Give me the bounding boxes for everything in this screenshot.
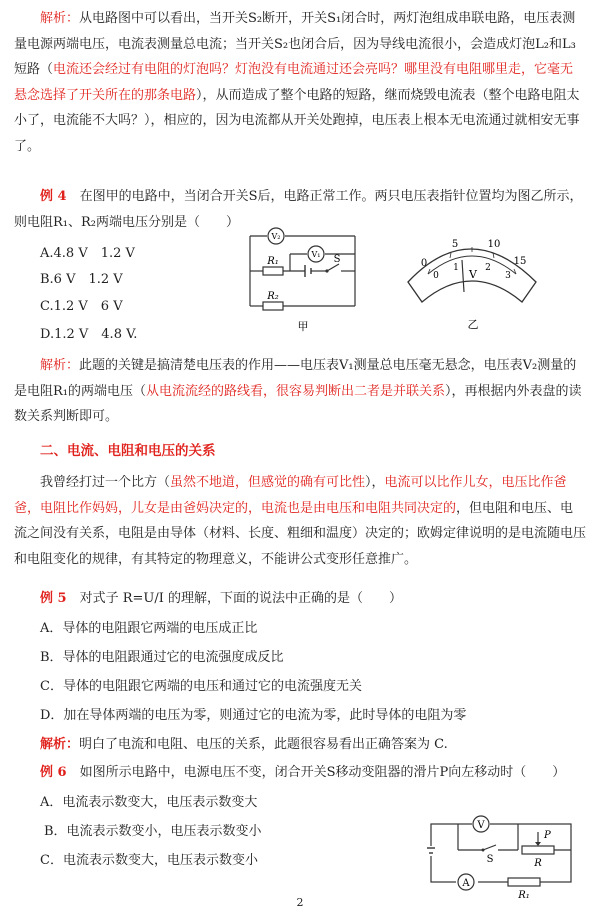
inner-scale-3: 3 [505, 271, 511, 281]
section2-note-1: 虽然不地道，但感觉的确有可比性 [170, 475, 366, 490]
analysis-text-part2: ），从而造成了整个电路的短路，继而烧毁电流表（整个电路电阻太小了，电流能不大吗？），相应的，因为电流都从开关处跑掉，电压表上根本无电流通过就相安无事了。 [14, 87, 580, 154]
figure-yi-voltmeter-dial [398, 224, 548, 339]
label-r1: R₁ [518, 890, 530, 901]
analysis-label: 解析： [40, 11, 80, 26]
label-a: A [462, 878, 470, 889]
example5-question-text: 对式子 R=U/I 的理解，下面的说法中正确的是（ ） [79, 591, 403, 606]
dial-unit: V [469, 268, 477, 281]
example5-option-d: D．加在导体两端的电压为零，则通过它的电流为零，此时导体的电阻为零 [40, 708, 467, 723]
example5-analysis [40, 735, 448, 755]
section2-text-2: ）， [365, 475, 385, 490]
switch-icon [482, 845, 499, 854]
resistor-r2-icon [263, 302, 283, 310]
analysis-text-part1: 从电路图中可以看出，当开关S₂断开，开关S₁闭合时，两灯泡组成串联电路，电压表测量电源两端电压，电流表测量总电流；当开关S₂也闭合后，因为导线电流很小，会造成灯泡L₂和L₃短路（ [14, 11, 576, 77]
page-number: 2 [296, 896, 304, 909]
resistor-r1-icon [263, 267, 283, 275]
label-v: V [477, 820, 485, 831]
example4-option-b: B.6 V 1.2 V [40, 272, 123, 287]
example5-analysis-label: 解析： [40, 737, 80, 752]
example4-option-a: A.4.8 V 1.2 V [40, 246, 135, 261]
example5-analysis-text: 明白了电流和电阻、电压的关系，此题很容易看出正确答案为 C. [79, 737, 448, 752]
example6-option-c: C．电流表示数变大，电压表示数变小 [40, 853, 258, 868]
example4-label: 例 4 [40, 189, 67, 204]
example6-label: 例 6 [40, 765, 67, 780]
label-v1: V₁ [311, 250, 321, 259]
figure-jia-caption: 甲 [297, 320, 309, 333]
example4-analysis-part1: 此题的关键是搞清楚电压表的作用——电压表V₁测量总电压毫无悬念，电压表V₂测量的是电阻R₁的两端电压（ [14, 358, 577, 399]
example6-question-text: 如图所示电路中，电源电压不变，闭合开关S移动变阻器的滑片P向左移动时（ ） [79, 765, 566, 780]
example5-option-c: C．导体的电阻跟它两端的电压和通过它的电流强度无关 [40, 679, 362, 694]
figure-yi-caption: 乙 [467, 318, 479, 331]
battery-icon [305, 265, 311, 277]
analysis-note: 电流还会经过有电阻的灯泡吗？灯泡没有电流通过还会亮吗？哪里没有电阻哪里走，它毫无悬念选择了开关所在的那条电路 [14, 62, 574, 103]
inner-scale-2: 2 [485, 263, 491, 273]
outer-scale-0: 0 [420, 258, 428, 269]
example6-circuit [428, 812, 578, 902]
label-p: P [544, 830, 551, 841]
example4-analysis-part2: ），再根据内外表盘的读数关系判断即可。 [14, 383, 582, 424]
example5-option-b: B．导体的电阻跟通过它的电流强度成反比 [40, 650, 284, 665]
section2-note-2: 电流可以比作儿女，电压比作爸爸，电阻比作妈妈，儿女是由爸妈决定的，电流也是由电压和电阻共同决定的 [14, 475, 567, 516]
battery-icon [427, 846, 436, 856]
rheostat-r-icon [522, 846, 554, 854]
example5-option-a: A．导体的电阻跟它两端的电压成正比 [40, 621, 258, 636]
example5-question [40, 589, 402, 609]
example4-question-text: 在图甲的电路中，当闭合开关S后，电路正常工作。两只电压表指针位置均为图乙所示，则电阻R₁、R₂两端电压分别是（ ） [14, 189, 583, 230]
label-v2: V₂ [271, 232, 281, 241]
label-s: S [333, 254, 341, 265]
example4-option-d: D.1.2 V 4.8 V. [40, 327, 138, 342]
example4-option-c: C.1.2 V 6 V [40, 299, 123, 314]
inner-scale-1: 1 [453, 263, 459, 273]
analysis-paragraph-1 [14, 6, 586, 159]
outer-scale-15: 15 [513, 256, 527, 267]
section2-text-1: 我曾经打过一个比方（ [40, 475, 171, 490]
example6-option-a: A．电流表示数变大，电压表示数变大 [40, 795, 258, 810]
switch-icon [325, 269, 328, 272]
label-r1: R₁ [267, 256, 279, 267]
outer-scale-5: 5 [451, 239, 459, 250]
resistor-r1-icon [508, 878, 540, 886]
outer-scale-10: 10 [487, 239, 501, 250]
example4-analysis-note: 从电流流经的路线看，很容易判断出二者是并联关系 [146, 383, 446, 399]
example6-option-b: B．电流表示数变小，电压表示数变小 [44, 824, 262, 839]
example5-label: 例 5 [40, 591, 67, 606]
label-s: S [486, 854, 494, 865]
inner-scale-0: 0 [433, 271, 439, 281]
section2-text-3: ，但电阻和电压、电流之间没有关系，电阻是由导体（材料、长度、粗细和温度）决定的；欧姆定律说明的是电流随电压和电阻变化的规律，有其特定的物理意义，不能讲公式变形任意推广。 [14, 500, 587, 567]
section2-paragraph [14, 470, 586, 572]
section2-title: 二、电流、电阻和电压的关系 [40, 443, 216, 459]
label-r2: R₂ [267, 291, 279, 302]
example6-question [40, 763, 565, 783]
label-r: R [534, 858, 542, 869]
example4-analysis [14, 353, 586, 430]
figure-jia-circuit [245, 226, 370, 341]
example4-analysis-label: 解析： [40, 358, 80, 373]
